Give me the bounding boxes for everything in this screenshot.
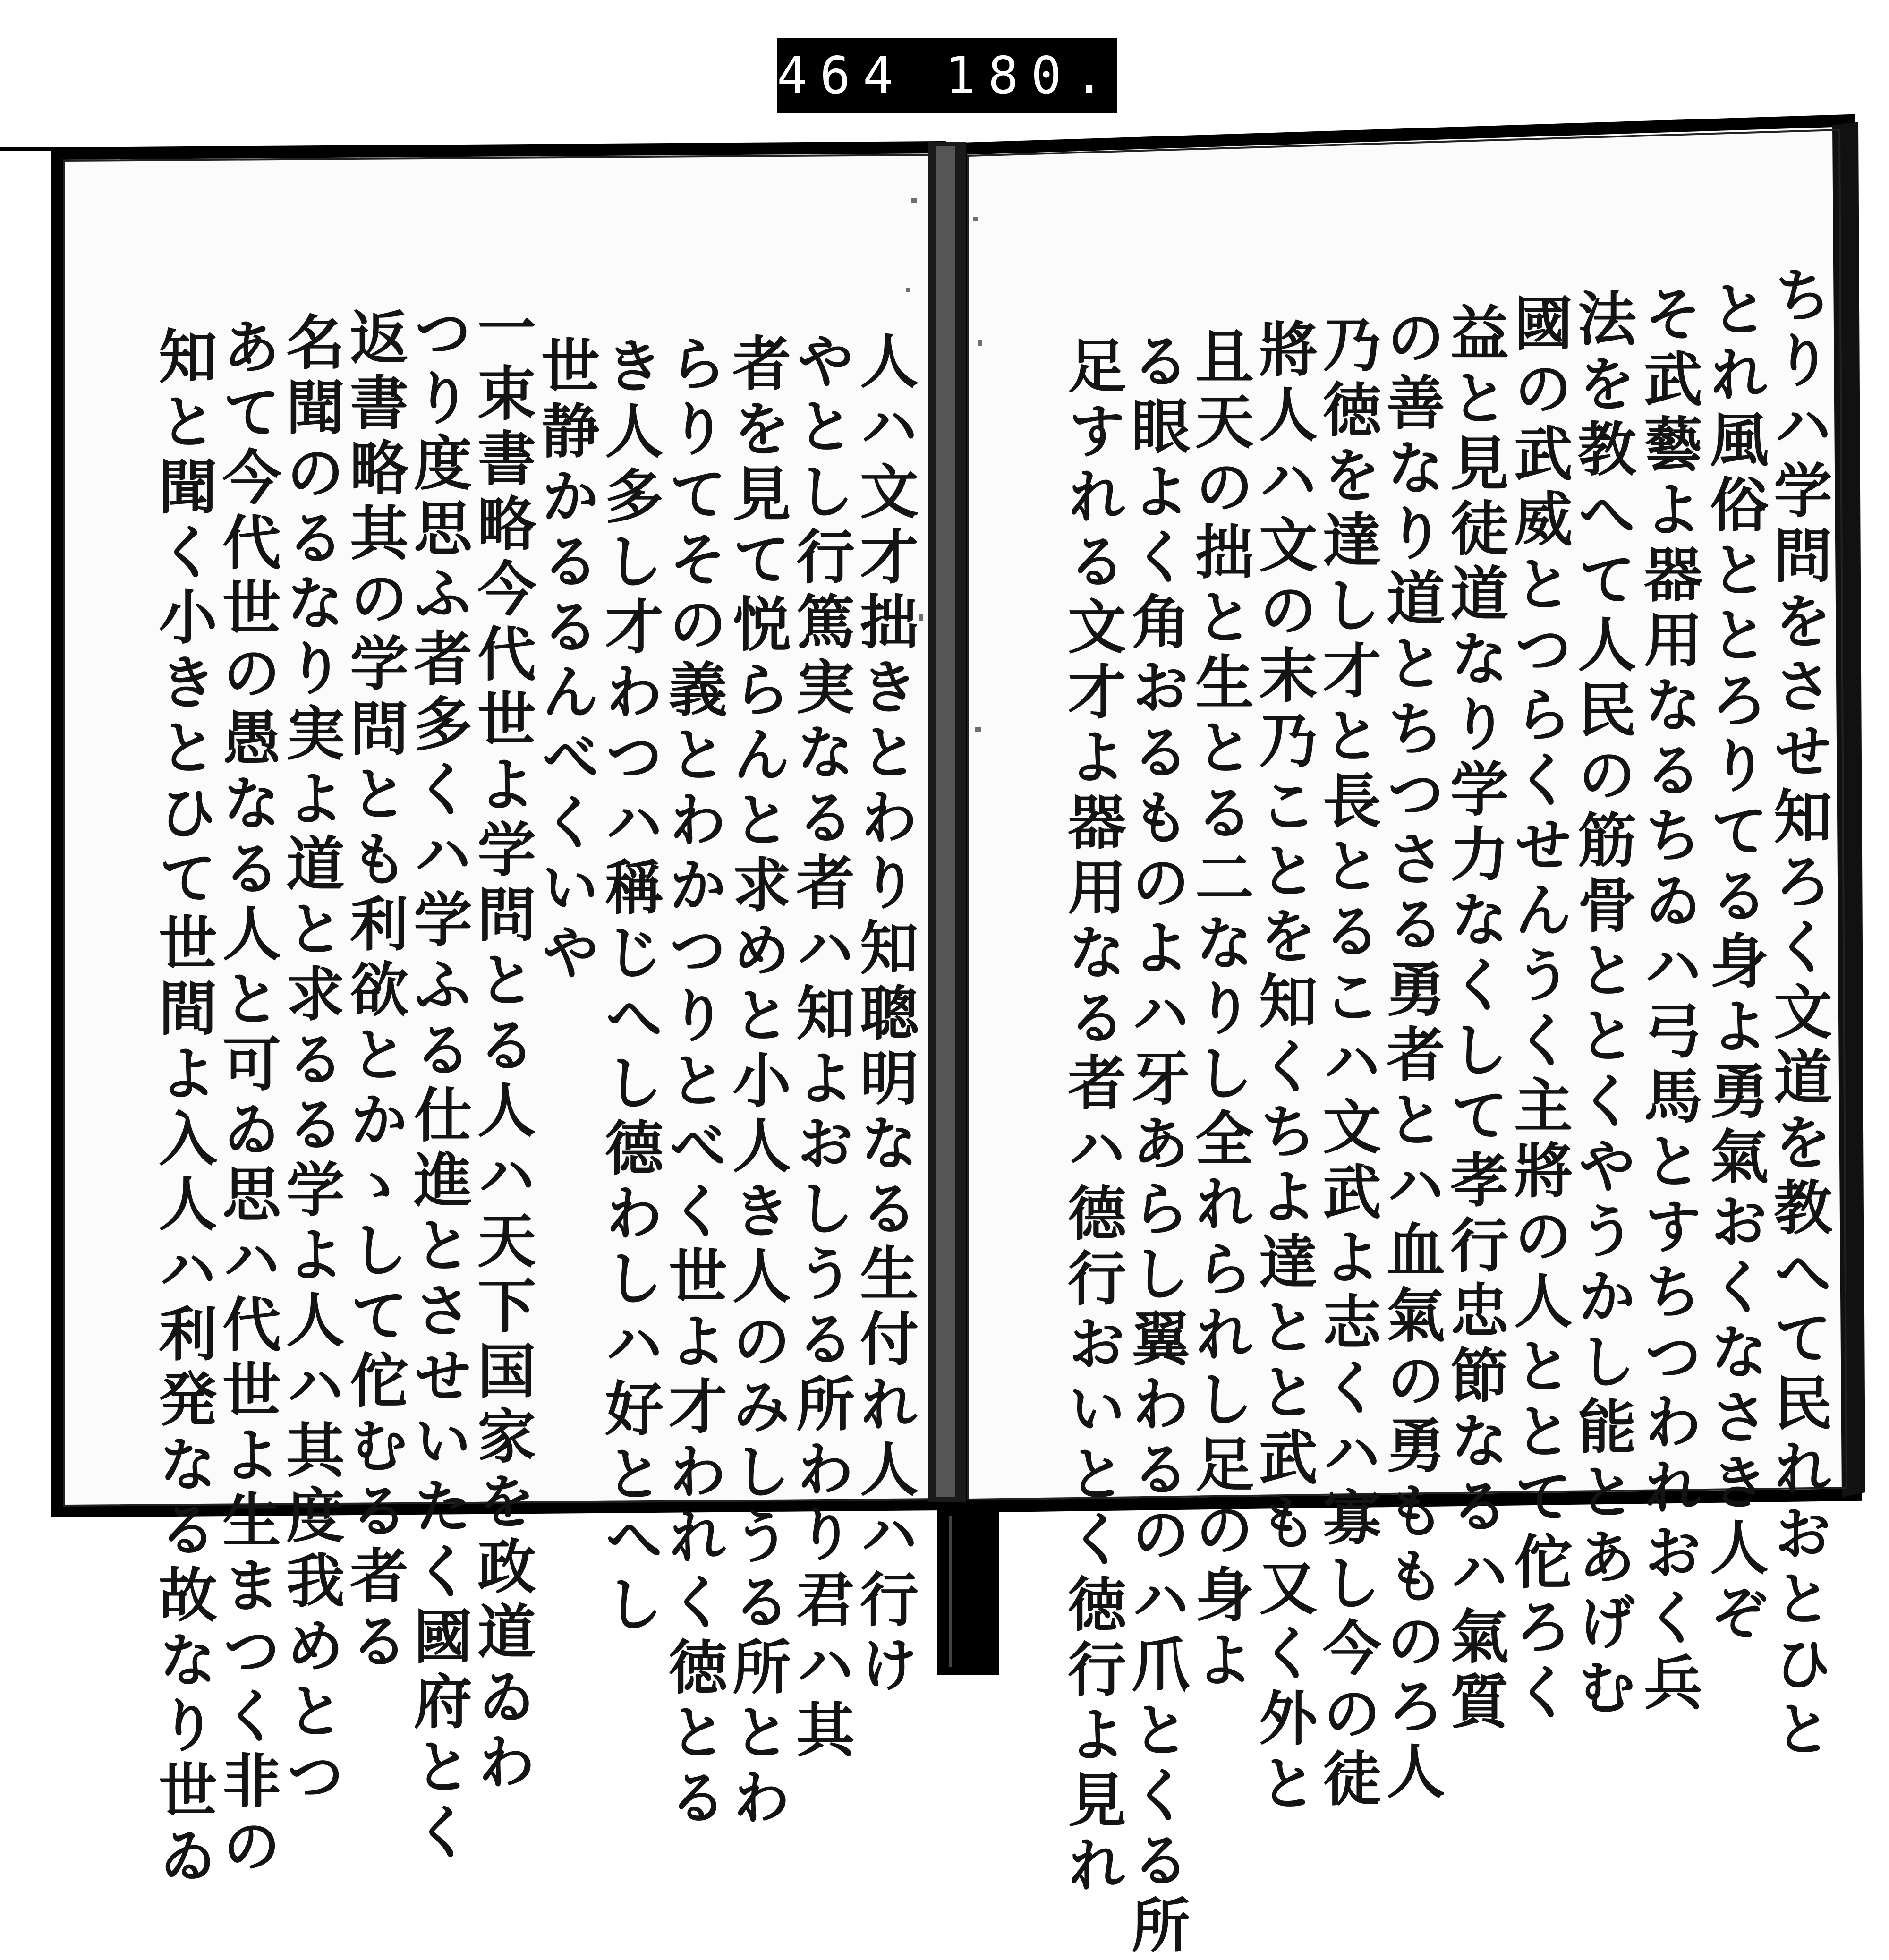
bottom-tab bbox=[937, 1502, 999, 1675]
right-page-line-5: 國の武威とつらくせんうく主將の人ととて佗ろく bbox=[1504, 293, 1573, 1727]
right-page-line-9: 將人ハ文の末乃ことを知くちよ達とと武も又く外と bbox=[1249, 319, 1318, 1818]
left-page-line-1: 人ハ文才拙きとわり知聰明なる生付れ人ハ行け bbox=[850, 331, 919, 1699]
label-number-1: 464 bbox=[777, 46, 906, 105]
left-page-line-6: 世静かるるんべくいや bbox=[531, 335, 600, 987]
right-page-line-1: ちりハ学問をさせ知ろく文道を教へて民れおとひと bbox=[1764, 264, 1832, 1764]
right-page-line-12: 足すれる文才よ器用なる者ハ德行おいとく徳行よ見れ bbox=[1058, 335, 1126, 1900]
left-page-line-10: 名聞のるなり実よ道と求るる学よ人ハ其度我めとつ bbox=[276, 312, 345, 1811]
right-page-line-2: とれ風俗ととろりてる身よ勇氣おくなさき人ぞ bbox=[1700, 279, 1769, 1647]
left-page-line-9: 返書略其の学問とも利欲とかゝして佗むる者る bbox=[340, 307, 408, 1676]
label-number-2: 180. bbox=[944, 46, 1117, 105]
right-page-line-10: 且天の拙と生とる二なりし全れられし足の身よ bbox=[1185, 326, 1254, 1695]
left-page-line-11: あて今代世の愚なる人と可ゐ思ハ代世よ生まつく非の bbox=[213, 316, 281, 1881]
left-page-line-12: 知と聞く小きとひて世間よ入人ハ利発なる故なり世ゐ bbox=[149, 326, 217, 1890]
right-page-line-7: の善なり道とちつさる勇者とハ血氣の勇もものろ人 bbox=[1377, 307, 1445, 1806]
left-page-line-4: らりてその義とわかつりとべく世よ才われく徳とる bbox=[659, 333, 727, 1832]
left-page-line-5: き人多し才わつハ稱じへし德わしハ好とへし bbox=[595, 335, 664, 1639]
right-page-line-8: 乃徳を達し才と長とるこハ文武よ志くハ寡し今の徒 bbox=[1313, 314, 1381, 1813]
left-page-line-2: やとし行篤実なる者ハ知よおしうる所わり君ハ其 bbox=[786, 331, 855, 1764]
left-page-line-3: 者を見て悦らんと求めと小人き人のみしうる所とわ bbox=[723, 333, 791, 1832]
left-page-line-7: 一束書略今代世よ学問とる人ハ天下国家を政道ゐわ bbox=[468, 298, 536, 1797]
right-page-line-4: 法を教へて人民の筋骨ととくやうかし能とあげむ bbox=[1568, 288, 1636, 1722]
right-page-line-11: る眼よく角おるものよハ牙あらし翼わるのハ爪とくる所 bbox=[1122, 331, 1190, 1960]
right-page-line-6: 益と見徒道なり学力なくして孝行忠節なるハ氣質 bbox=[1440, 302, 1509, 1736]
left-page-line-8: つり度思ふ者多くハ学ふる仕進とさせいたく國府とく bbox=[404, 302, 472, 1866]
right-page-line-3: そ武藝よ器用なるちゐハ弓馬とすちつわれおく兵 bbox=[1634, 283, 1702, 1717]
